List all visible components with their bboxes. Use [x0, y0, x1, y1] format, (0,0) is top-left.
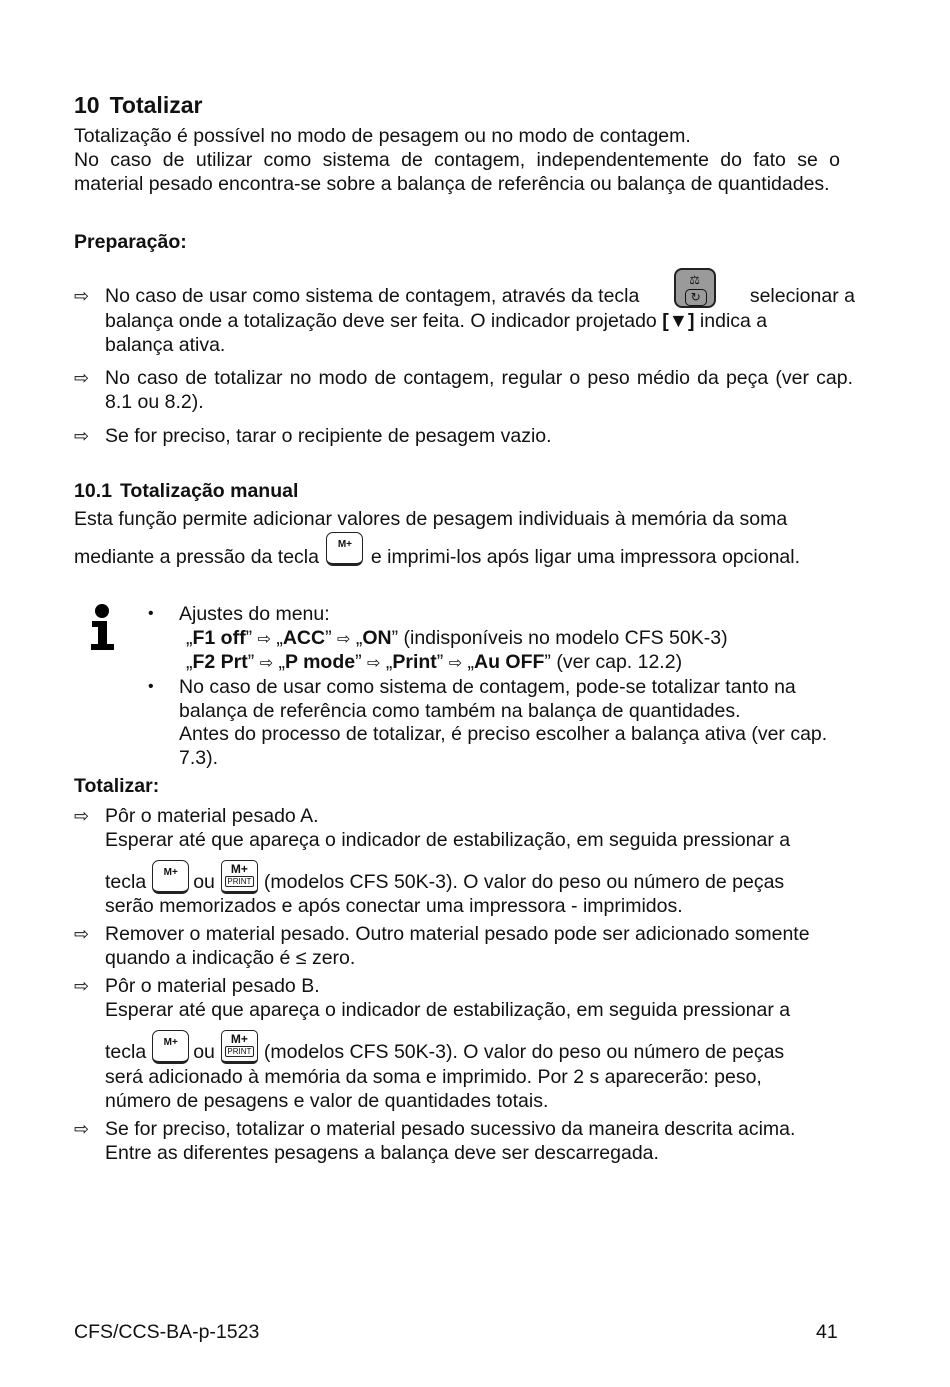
m-plus-print-key-icon — [221, 860, 258, 894]
preparation-heading: Preparação: — [74, 231, 187, 253]
info-item2-line4: 7.3). — [179, 747, 219, 769]
preparation-item-1 — [105, 263, 855, 308]
quote-close: ” — [544, 651, 551, 673]
prep1-text-a: No caso de usar como sistema de contagem, através da tecla — [105, 285, 640, 307]
print-label: PRINT — [225, 876, 254, 887]
info-icon — [88, 602, 120, 652]
step2-line1: Remover o material pesado. Outro material pesado pode ser adicionado somente — [105, 923, 810, 945]
intro-paragraph: No caso de utilizar como sistema de contagem, independentemente do fato se o material pesado encontra-se sobre a balança de referência ou balança de quantidades. — [74, 149, 840, 195]
quote-close: ” — [436, 651, 444, 673]
step2-line2: quando a indicação é ≤ zero. — [105, 947, 356, 969]
subsection-heading — [74, 479, 298, 503]
quote-open: „ — [278, 651, 286, 673]
menu-au-off: Au OFF — [474, 651, 545, 673]
menu-note: (indisponíveis no modelo CFS 50K-3) — [403, 627, 728, 649]
quote-open: „ — [355, 627, 363, 649]
quote-close: ” — [391, 627, 399, 649]
preparation-item-3: Se for preciso, tarar o recipiente de pesagem vazio. — [105, 425, 552, 447]
menu-f2-prt: F2 Prt — [192, 651, 248, 673]
bullet-icon: • — [148, 605, 154, 622]
prep1-line3: balança ativa. — [105, 334, 226, 356]
section-number: 10 — [74, 92, 100, 118]
scale-symbol: ⚖ — [689, 273, 700, 287]
scale-switch-key-icon — [674, 268, 716, 308]
subsection-number: 10.1 — [74, 480, 112, 502]
menu-on: ON — [362, 627, 392, 649]
step3-models: (modelos CFS 50K-3). O valor do peso ou número de peças — [263, 1041, 785, 1063]
menu-note: (ver cap. 12.2) — [556, 651, 683, 673]
arrow-icon: ⇨ — [74, 1119, 90, 1139]
step3-line4: será adicionado à memória da soma e imprimido. Por 2 s aparecerão: peso, — [105, 1066, 762, 1088]
subsection-para-line2 — [74, 532, 864, 569]
arrow-icon: ⇨ — [337, 631, 351, 648]
prep1-select-word: selecionar a — [749, 285, 855, 307]
arrow-icon: ⇨ — [74, 426, 90, 446]
step1-line1: Pôr o material pesado A. — [105, 805, 319, 827]
arrow-icon: ⇨ — [74, 806, 90, 826]
quote-close: ” — [245, 627, 253, 649]
info-menu-line2 — [186, 650, 682, 676]
info-item2-line1: No caso de usar como sistema de contagem, pode-se totalizar tanto na — [179, 676, 796, 698]
arrow-icon: ⇨ — [259, 655, 274, 672]
m-plus-key-icon — [326, 532, 363, 566]
para-after-key: e imprimi-los após ligar uma impressora opcional. — [370, 546, 801, 568]
step1-line4: serão memorizados e após conectar uma impressora - imprimidos. — [105, 895, 683, 917]
totalize-heading: Totalizar: — [74, 775, 160, 797]
step3-ou: ou — [193, 1041, 215, 1063]
info-menu-line1 — [186, 626, 728, 652]
bullet-icon: • — [148, 678, 154, 695]
quote-open: „ — [276, 627, 283, 649]
m-plus-label: M+ — [337, 539, 352, 550]
step3-line5: número de pesagens e valor de quantidades totais. — [105, 1090, 549, 1112]
step3-line3 — [105, 1022, 865, 1064]
step3-line1: Pôr o material pesado B. — [105, 975, 320, 997]
m-plus-key-icon — [152, 1030, 189, 1064]
print-label: PRINT — [225, 1046, 254, 1057]
menu-acc: ACC — [282, 627, 326, 649]
section-title: Totalizar — [109, 92, 203, 118]
arrow-icon: ⇨ — [448, 655, 463, 672]
para-before-key: mediante a pressão da tecla — [74, 546, 319, 568]
intro-line: Totalização é possível no modo de pesagem ou no modo de contagem. — [74, 125, 691, 147]
quote-close: ” — [355, 651, 362, 673]
info-item2-line2: balança de referência como também na balança de quantidades. — [179, 700, 741, 722]
arrow-icon: ⇨ — [74, 286, 90, 306]
menu-f1-off: F1 off — [192, 627, 246, 649]
preparation-item-2: No caso de totalizar no modo de contagem, regular o peso médio da peça (ver cap. 8.1 ou 8.2). — [105, 367, 853, 413]
quote-open: „ — [186, 627, 193, 649]
quote-open: „ — [467, 651, 475, 673]
prep1-line2: balança onde a totalização deve ser feita. O indicador projetado [▼] indica a — [105, 310, 768, 332]
arrow-icon: ⇨ — [257, 631, 271, 648]
subsection-para-line1: Esta função permite adicionar valores de pesagem individuais à memória da soma — [74, 508, 788, 530]
step1-tecla: tecla — [105, 871, 147, 893]
step1-line2: Esperar até que apareça o indicador de estabilização, em seguida pressionar a — [105, 829, 791, 851]
arrow-icon: ⇨ — [74, 368, 90, 388]
m-plus-label: M+ — [163, 1037, 178, 1048]
info-menu-title: Ajustes do menu: — [179, 603, 330, 625]
arrow-icon: ⇨ — [74, 976, 90, 996]
m-plus-print-key-icon — [221, 1030, 258, 1064]
m-plus-label: M+ — [230, 1032, 248, 1046]
active-marker: [▼] — [662, 310, 695, 332]
quote-close: ” — [247, 651, 255, 673]
step3-tecla: tecla — [105, 1041, 147, 1063]
subsection-title: Totalização manual — [119, 480, 299, 502]
footer-doc-id: CFS/CCS-BA-p-1523 — [74, 1321, 260, 1343]
step3-line2: Esperar até que apareça o indicador de estabilização, em seguida pressionar a — [105, 999, 791, 1021]
menu-print: Print — [392, 651, 437, 673]
quote-open: „ — [385, 651, 393, 673]
step4-line2: Entre as diferentes pesagens a balança deve ser descarregada. — [105, 1142, 659, 1164]
step1-ou: ou — [193, 871, 215, 893]
menu-p-mode: P mode — [285, 651, 356, 673]
info-item2-line3: Antes do processo de totalizar, é preciso escolher a balança ativa (ver cap. — [179, 723, 828, 745]
step1-models: (modelos CFS 50K-3). O valor do peso ou número de peças — [263, 871, 785, 893]
step4-line1: Se for preciso, totalizar o material pesado sucessivo da maneira descrita acima. — [105, 1118, 796, 1140]
quote-close: ” — [325, 627, 332, 649]
footer-page-number: 41 — [816, 1321, 838, 1343]
m-plus-label: M+ — [163, 867, 178, 878]
m-plus-key-icon — [152, 860, 189, 894]
arrow-icon: ⇨ — [367, 655, 381, 672]
section-heading — [74, 93, 202, 117]
cycle-symbol: ↻ — [685, 289, 707, 306]
quote-open: „ — [186, 651, 193, 673]
m-plus-label: M+ — [230, 862, 248, 876]
step1-line3 — [105, 852, 865, 894]
arrow-icon: ⇨ — [74, 924, 90, 944]
